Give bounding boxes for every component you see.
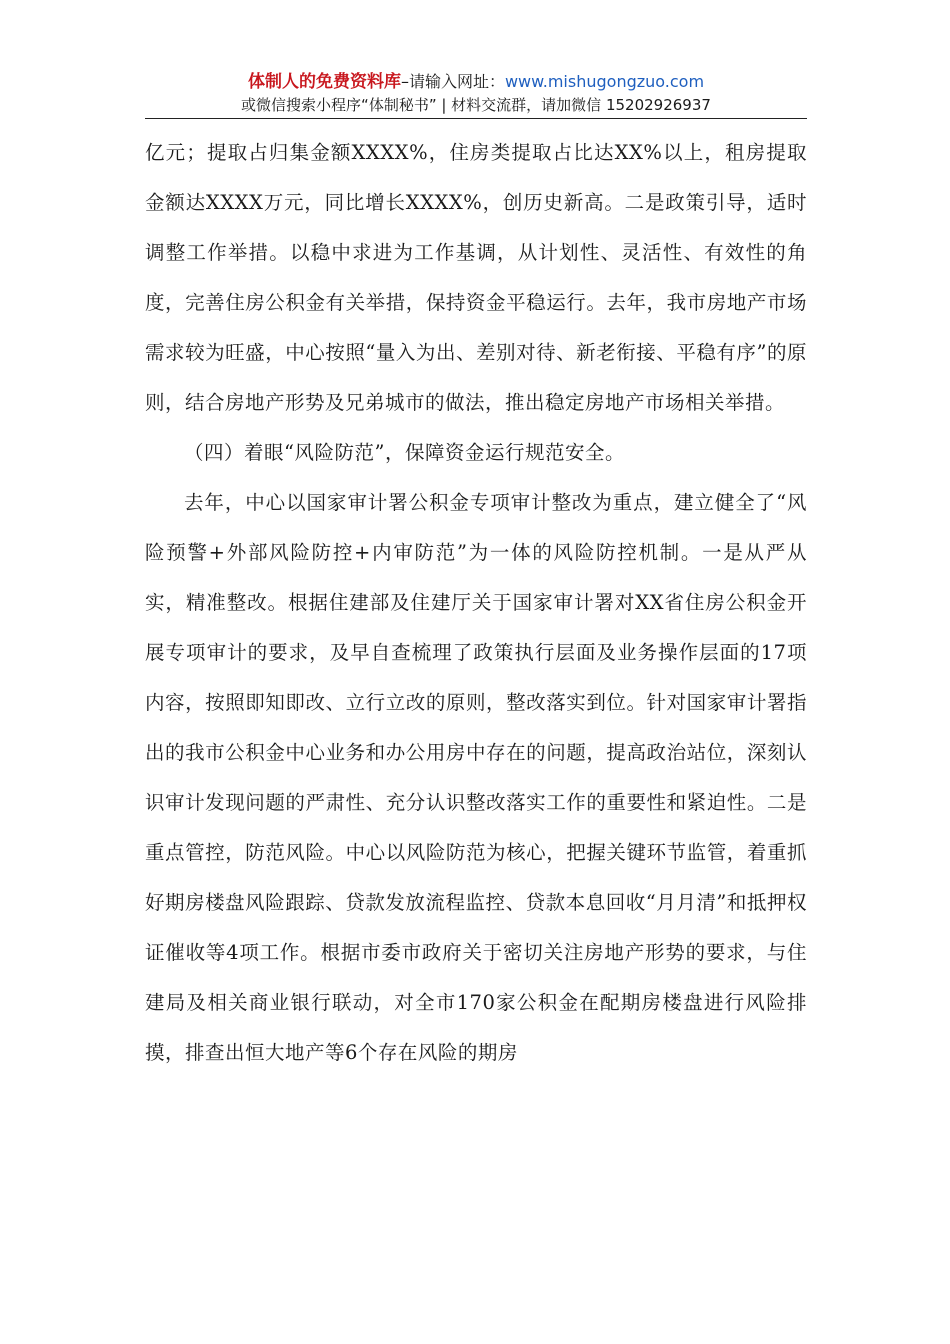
header-url-link[interactable]: www.mishugongzuo.com [504, 72, 705, 91]
section-heading: （四）着眼“风险防范”，保障资金运行规范安全。 [184, 441, 625, 464]
header-divider [145, 118, 807, 119]
header-brand: 体制人的免费资料库 [247, 72, 401, 92]
document-body [145, 128, 807, 1078]
header-line-2: 或微信搜索小程序“体制秘书” | 材料交流群，请加微信 15202926937 [241, 96, 711, 114]
paragraph: 去年，中心以国家审计署公积金专项审计整改为重点，建立健全了“风险预警+外部风险防控+内审防范”为一体的风险防控机制。一是从严从实，精准整改。根据住建部及住建厅关于国家审计署对XX省住房公积金开展专项审计的要求，及早自查梳理了政策执行层面及业务操作层面的17项内容，按照即知即改、立行立改的原则，整改落实到位。针对国家审计署指出的我市公积金中心业务和办公用房中存在的问题，提高政治站位，深刻认识审计发现问题的严肃性、充分认识整改落实工作的重要性和紧迫性。二是重点管控，防范风险。中心以风险防范为核心，把握关键环节监管，着重抓好期房楼盘风险跟踪、贷款发放流程监控、贷款本息回收“月月清”和抵押权证催收等4项工作。根据市委市政府关于密切关注房地产形势的要求，与住建局及相关商业银行联动，对全市170家公积金在配期房楼盘进行风险排摸，排查出恒大地产等6个存在风险的期房 [145, 491, 807, 1064]
header-line-1 [145, 70, 807, 94]
paragraph-continued: 亿元；提取占归集金额XXXX%，住房类提取占比达XX%以上，租房提取金额达XXXX万元，同比增长XXXX%，创历史新高。二是政策引导，适时调整工作举措。以稳中求进为工作基调，从计划性、灵活性、有效性的角度，完善住房公积金有关举措，保持资金平稳运行。去年，我市房地产市场需求较为旺盛，中心按照“量入为出、差别对待、新老衔接、平稳有序”的原则，结合房地产形势及兄弟城市的做法，推出稳定房地产市场相关举措。 [145, 141, 807, 414]
header-prompt: –请输入网址： [400, 72, 505, 91]
page-header [145, 70, 807, 116]
